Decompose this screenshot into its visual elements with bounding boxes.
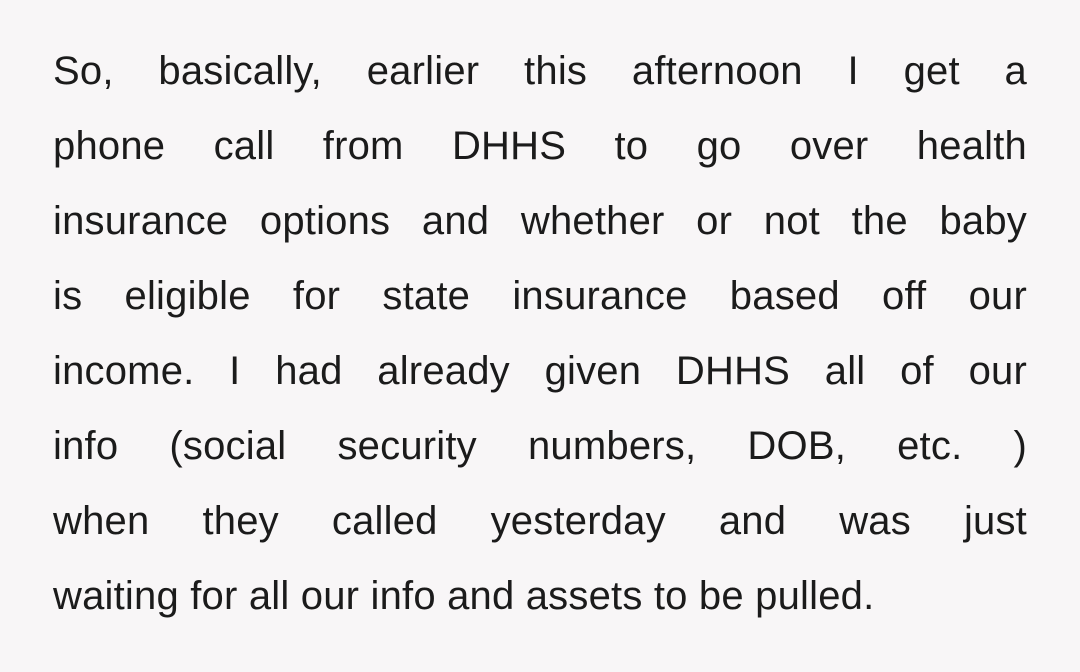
text-line-4: is eligible for state insurance based off our <box>53 274 1027 318</box>
text-line-1: So, basically, earlier this afternoon I get a <box>53 49 1027 93</box>
post-text <box>53 41 1027 641</box>
text-line-6: info (social security numbers, DOB, etc. ) <box>53 424 1027 468</box>
text-line-7: when they called yesterday and was just <box>53 499 1027 543</box>
text-line-8: waiting for all our info and assets to be pulled. <box>53 574 875 618</box>
text-line-2: phone call from DHHS to go over health <box>53 124 1027 168</box>
text-line-3: insurance options and whether or not the baby <box>53 199 1027 243</box>
text-line-5: income. I had already given DHHS all of our <box>53 349 1027 393</box>
